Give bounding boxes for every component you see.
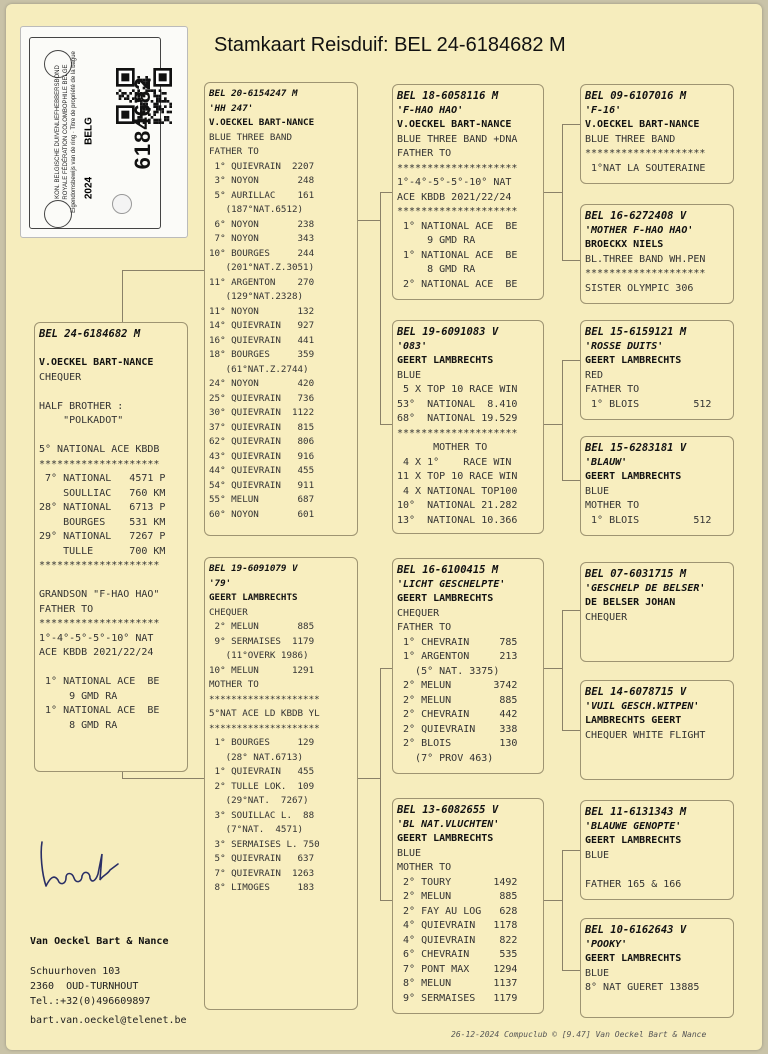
pigeon-name: 'BLAUW' [585, 456, 628, 468]
card-line: SOULLIAC 760 KM [39, 487, 166, 499]
card-line: ******************** [585, 148, 706, 159]
pigeon-name: 'BL NAT.VLUCHTEN' [397, 818, 500, 830]
card-line [39, 385, 187, 400]
card-line: (28° NAT.6713) [209, 751, 304, 763]
connector-line [122, 778, 204, 779]
card-line: BOURGES 531 KM [39, 516, 166, 528]
connector-line [380, 900, 392, 901]
card-line: 1° BOURGES 129 [209, 737, 315, 748]
ring-number: 6184682 [130, 76, 155, 170]
card-line: (7°NAT. 4571) [209, 824, 304, 835]
ring-id: BEL 13-6082655 V [397, 804, 499, 816]
card-line: 6° CHEVRAIN 535 [397, 949, 518, 960]
print-date-line: 26-12-2024 Compuclub © [9.47] Van Oeckel Bart & Nance [451, 1030, 707, 1039]
card-line: 8 GMD RA [397, 264, 476, 275]
card-line [39, 429, 187, 444]
card-line: 5° AURILLAC 161 [209, 189, 315, 201]
owner-name: GEERT LAMBRECHTS [397, 833, 494, 844]
card-line: 68° NATIONAL 19.529 [397, 413, 518, 424]
card-line: 24° NOYON 420 [209, 378, 315, 389]
owner-name: GEERT LAMBRECHTS [585, 835, 682, 846]
card-line: 60° NOYON 601 [209, 508, 315, 520]
pigeon-name: '79' [209, 577, 232, 589]
owner-name: V.OECKEL BART-NANCE [397, 119, 512, 130]
connector-line [380, 192, 392, 193]
card-line: 2° MELUN 885 [209, 621, 315, 632]
great-grandparent-card [580, 918, 734, 1018]
card-line: 2° MELUN 3742 [397, 680, 518, 691]
card-line: "POLKADOT" [39, 415, 124, 426]
owner-name: GEERT LAMBRECHTS [209, 592, 298, 603]
ring-certificate-text: KON. BELGISCHE DUIVENLIEFHEBBERSBOND ROYALE FÉDÉRATION COLOMBOPHILE BELGE Eigendomsbewijs van de ring · Titre de propriété de la bague [55, 51, 77, 213]
great-grandparent-card [580, 436, 734, 536]
ring-id: BEL 15-6283181 V [585, 442, 687, 454]
card-line: ******************** [397, 427, 518, 439]
ring-id: BEL 20-6154247 M [209, 88, 298, 99]
card-line: 62° QUIEVRAIN 806 [209, 436, 315, 447]
connector-line [358, 220, 380, 221]
page-title: Stamkaart Reisduif: BEL 24-6184682 M [214, 34, 566, 56]
pedigree-card [6, 4, 762, 1050]
owner-name: DE BELSER JOHAN [585, 597, 676, 608]
card-line: 10° BOURGES 244 [209, 247, 315, 259]
card-line: CHEQUER [585, 611, 628, 623]
pigeon-name: 'MOTHER F-HAO HAO' [585, 224, 694, 236]
card-line: 9° SERMAISES 1179 [209, 635, 315, 647]
connector-line [562, 610, 580, 611]
card-line: 4 X 1° RACE WIN [397, 456, 512, 468]
card-line: 1°NAT LA SOUTERAINE [585, 162, 706, 174]
ring-id: BEL 19-6091083 V [397, 326, 499, 338]
card-line: MOTHER TO [397, 442, 488, 453]
card-line: MOTHER TO [585, 500, 640, 511]
ring-year: 2024 [83, 176, 95, 200]
card-line: 1° NATIONAL ACE BE [39, 705, 160, 716]
card-line: 4° QUIEVRAIN 1178 [397, 920, 518, 931]
pigeon-name: 'HH 247' [209, 102, 254, 114]
maternal-grandfather-card [392, 558, 544, 774]
owner-name: V.OECKEL BART-NANCE [39, 357, 154, 368]
card-line [39, 574, 187, 589]
card-line: ******************** [209, 722, 320, 734]
card-line: 16° QUIEVRAIN 441 [209, 334, 315, 346]
pigeon-name: 'GESCHELP DE BELSER' [585, 582, 706, 594]
card-line: 1° BLOIS 512 [585, 514, 712, 526]
ring-id: BEL 18-6058116 M [397, 90, 499, 102]
card-line: RED [585, 369, 604, 381]
owner-name: LAMBRECHTS GEERT [585, 715, 682, 726]
ring-id: BEL 15-6159121 M [585, 326, 687, 338]
card-line: 1° NATIONAL ACE BE [397, 249, 518, 261]
card-line: 2° TULLE LOK. 109 [209, 780, 315, 792]
pigeon-name: 'LICHT GESCHELPTE' [397, 578, 506, 590]
card-line: 1° NATIONAL ACE BE [397, 220, 518, 232]
card-line: FATHER 165 & 166 [585, 878, 682, 890]
card-line: 7° NATIONAL 4571 P [39, 473, 166, 484]
card-line: CHEQUER [397, 607, 440, 619]
card-line: 10° MELUN 1291 [209, 664, 315, 676]
card-line: (201°NAT.Z.3051) [209, 262, 315, 273]
card-line: (7° PROV 463) [397, 752, 494, 764]
card-line: 2° FAY AU LOG 628 [397, 905, 518, 917]
card-line: 6° NOYON 238 [209, 218, 315, 230]
card-line: 8° NAT GUERET 13885 [585, 982, 700, 993]
card-line: BL.THREE BAND WH.PEN [585, 253, 706, 265]
card-line: 8° LIMOGES 183 [209, 882, 315, 893]
card-line: 43° QUIEVRAIN 916 [209, 450, 315, 462]
ring-id: BEL 11-6131343 M [585, 806, 687, 818]
owner-name: GEERT LAMBRECHTS [585, 953, 682, 964]
card-line: SISTER OLYMPIC 306 [585, 282, 694, 294]
owner-name: GEERT LAMBRECHTS [397, 593, 494, 604]
card-line: 5 X TOP 10 RACE WIN [397, 384, 518, 395]
card-line: 37° QUIEVRAIN 815 [209, 421, 315, 433]
card-line: 28° NATIONAL 6713 P [39, 502, 166, 513]
card-line: 55° MELUN 687 [209, 494, 315, 505]
subject-pigeon-card [34, 322, 188, 772]
card-line: (5° NAT. 3375) [397, 665, 500, 677]
pigeon-name: '083' [397, 340, 428, 352]
connector-line [562, 850, 580, 851]
pigeon-name: 'POOKY' [585, 938, 628, 950]
connector-line [380, 668, 381, 900]
connector-line [562, 260, 580, 261]
ring-id: BEL 14-6078715 V [585, 686, 687, 698]
breeder-city: 2360 OUD-TURNHOUT [30, 981, 139, 992]
pigeon-name: 'F-HAO HAO' [397, 104, 464, 116]
card-line: 13° NATIONAL 10.366 [397, 514, 518, 526]
connector-line [562, 124, 563, 260]
connector-line [562, 480, 580, 481]
card-line: 11° NOYON 132 [209, 305, 315, 317]
breeder-address [30, 934, 168, 1009]
card-line: 2° CHEVRAIN 442 [397, 709, 518, 720]
connector-line [562, 360, 580, 361]
connector-line [380, 424, 392, 425]
card-line: BLUE THREE BAND +DNA [397, 133, 518, 145]
card-line: ACE KBDB 2021/22/24 [397, 191, 512, 203]
maternal-grandmother-card [392, 798, 544, 1014]
connector-line [544, 668, 562, 669]
card-line: BLUE [397, 369, 422, 381]
connector-line [380, 192, 381, 424]
card-line: 9° SERMAISES 1179 [397, 992, 518, 1004]
card-line: 53° NATIONAL 8.410 [397, 398, 518, 410]
ring-id: BEL 16-6100415 M [397, 564, 499, 576]
connector-line [562, 850, 563, 970]
card-line: (11°OVERK 1986) [209, 650, 309, 661]
great-grandparent-card [580, 680, 734, 780]
great-grandparent-card [580, 84, 734, 184]
card-line: 11° ARGENTON 270 [209, 276, 315, 288]
card-line: 9 GMD RA [397, 235, 476, 246]
owner-name: V.OECKEL BART-NANCE [585, 119, 700, 130]
connector-line [358, 778, 380, 779]
card-line: FATHER TO [585, 384, 640, 395]
card-line: 2° QUIEVRAIN 338 [397, 723, 518, 735]
great-grandparent-card [580, 320, 734, 420]
card-line: CHEQUER [209, 606, 248, 618]
card-line: 2° MELUN 885 [397, 891, 518, 902]
card-line: 25° QUIEVRAIN 736 [209, 392, 315, 404]
card-line: ******************** [397, 206, 518, 217]
connector-line [122, 270, 204, 271]
card-line: CHEQUER WHITE FLIGHT [585, 729, 706, 741]
card-line: MOTHER TO [397, 862, 452, 873]
card-line [585, 863, 733, 878]
connector-line [380, 668, 392, 669]
breeder-phone: Tel.:+32(0)496609897 [30, 996, 151, 1007]
pigeon-name: 'BLAUWE GENOPTE' [585, 820, 682, 832]
card-line: 5° NATIONAL ACE KBDB [39, 444, 160, 455]
card-line: 30° QUIEVRAIN 1122 [209, 407, 315, 418]
card-line: 11 X TOP 10 RACE WIN [397, 471, 518, 482]
connector-line [544, 424, 562, 425]
card-line: ******************** [585, 268, 706, 279]
card-line: 1° BLOIS 512 [585, 398, 712, 410]
card-line: FATHER TO [39, 603, 94, 615]
card-line: 2° NATIONAL ACE BE [397, 278, 518, 290]
card-line: (187°NAT.6512) [209, 204, 304, 215]
card-line: 3° SOUILLAC L. 88 [209, 809, 315, 821]
card-line: 1° ARGENTON 213 [397, 651, 518, 662]
card-line: 1° QUIEVRAIN 455 [209, 766, 315, 777]
connector-line [544, 900, 562, 901]
breeder-street: Schuurhoven 103 [30, 966, 121, 977]
card-line: ACE KBDB 2021/22/24 [39, 647, 154, 658]
owner-name: GEERT LAMBRECHTS [585, 355, 682, 366]
card-line: BLUE THREE BAND [209, 131, 292, 143]
card-line: 10° NATIONAL 21.282 [397, 500, 518, 511]
punch-hole [112, 194, 132, 214]
card-line: 54° QUIEVRAIN 911 [209, 479, 315, 491]
owner-name: GEERT LAMBRECHTS [585, 471, 682, 482]
card-line: 5°NAT ACE LD KBDB YL [209, 708, 320, 719]
card-line: (61°NAT.Z.2744) [209, 363, 309, 375]
ring-id: BEL 16-6272408 V [585, 210, 687, 222]
card-line: ******************** [39, 458, 160, 470]
card-line: 3° NOYON 248 [209, 175, 315, 186]
pigeon-name: 'VUIL GESCH.WITPEN' [585, 700, 700, 712]
card-line: 7° NOYON 343 [209, 233, 315, 244]
card-line: 5° QUIEVRAIN 637 [209, 853, 315, 864]
card-line: MOTHER TO [209, 679, 259, 690]
card-line: BLUE [585, 485, 610, 497]
card-line: FATHER TO [397, 622, 452, 633]
card-line: FATHER TO [397, 148, 452, 159]
breeder-email: bart.van.oeckel@telenet.be [30, 1015, 187, 1026]
card-line: 14° QUIEVRAIN 927 [209, 320, 315, 331]
card-line: ******************** [39, 618, 160, 629]
card-line: HALF BROTHER : [39, 400, 124, 412]
great-grandparent-card [580, 562, 734, 662]
card-line: 1°-4°-5°-5°-10° NAT [39, 632, 154, 644]
ring-id: BEL 10-6162643 V [585, 924, 687, 936]
great-grandparent-card [580, 204, 734, 304]
owner-name: V.OECKEL BART-NANCE [209, 117, 315, 128]
signature [36, 834, 126, 894]
breeder-name: Van Oeckel Bart & Nance [30, 936, 169, 947]
ring-id: BEL 24-6184682 M [39, 328, 141, 340]
connector-line [562, 360, 563, 480]
ring-certificate [20, 26, 188, 238]
card-line: 4° QUIEVRAIN 822 [397, 934, 518, 946]
card-line: 3° SERMAISES L. 750 [209, 838, 320, 850]
card-line: (29°NAT. 7267) [209, 795, 309, 806]
card-line: 2° BLOIS 130 [397, 738, 518, 749]
great-grandparent-card [580, 800, 734, 900]
paternal-grandmother-card [392, 320, 544, 534]
card-line: ******************** [209, 693, 320, 705]
ring-id: BEL 07-6031715 M [585, 568, 687, 580]
pigeon-name: 'F-16' [585, 104, 622, 116]
connector-line [562, 610, 563, 730]
card-line: FATHER TO [209, 146, 259, 157]
card-line: 4 X NATIONAL TOP100 [397, 485, 518, 497]
card-line [39, 661, 187, 676]
ring-id: BEL 19-6091079 V [209, 563, 298, 574]
card-line: ******************** [397, 162, 518, 174]
card-line: 1° NATIONAL ACE BE [39, 676, 160, 687]
card-line [39, 342, 187, 357]
ring-country: BELG [83, 117, 95, 145]
card-line: 1° CHEVRAIN 785 [397, 636, 518, 648]
card-line: 7° QUIEVRAIN 1263 [209, 867, 315, 879]
connector-line [122, 270, 123, 326]
card-line: 8 GMD RA [39, 719, 118, 731]
connector-line [544, 192, 562, 193]
card-line: 1°-4°-5°-5°-10° NAT [397, 177, 512, 188]
connector-line [562, 730, 580, 731]
card-line: BLUE [397, 847, 422, 859]
mother-card [204, 557, 358, 1010]
card-line: 2° TOURY 1492 [397, 876, 518, 888]
connector-line [562, 970, 580, 971]
card-line: 8° MELUN 1137 [397, 978, 518, 989]
card-line: 9 GMD RA [39, 690, 118, 702]
card-line: ******************** [39, 560, 160, 571]
card-line: 1° QUIEVRAIN 2207 [209, 160, 315, 172]
card-line: BLUE [585, 967, 610, 979]
pigeon-name: 'ROSSE DUITS' [585, 340, 664, 352]
connector-line [562, 124, 580, 125]
card-line: 7° PONT MAX 1294 [397, 963, 518, 975]
card-line: GRANDSON "F-HAO HAO" [39, 589, 160, 600]
father-card [204, 82, 358, 536]
card-line: 29° NATIONAL 7267 P [39, 531, 166, 542]
card-line: 2° MELUN 885 [397, 694, 518, 706]
card-line: 44° QUIEVRAIN 455 [209, 465, 315, 476]
card-line: TULLE 700 KM [39, 545, 166, 557]
card-line: (129°NAT.2328) [209, 291, 304, 302]
ring-id: BEL 09-6107016 M [585, 90, 687, 102]
owner-name: GEERT LAMBRECHTS [397, 355, 494, 366]
owner-name: BROECKX NIELS [585, 239, 664, 250]
card-line: BLUE THREE BAND [585, 133, 676, 145]
card-line: CHEQUER [39, 371, 82, 383]
card-line: 18° BOURGES 359 [209, 349, 315, 360]
paternal-grandfather-card [392, 84, 544, 300]
card-line: BLUE [585, 849, 610, 861]
